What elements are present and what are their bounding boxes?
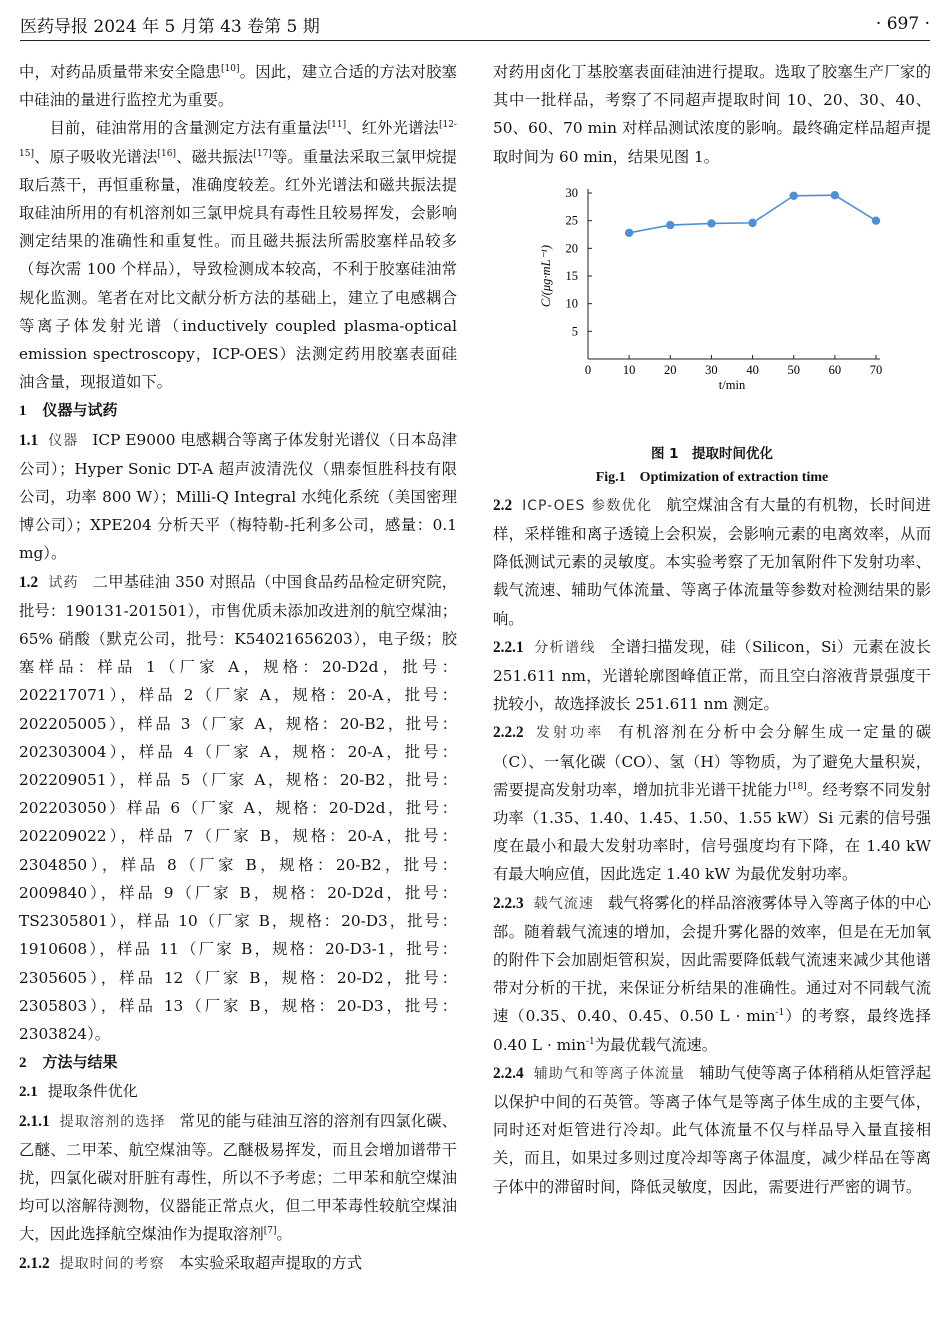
y-axis-label: C/(μg·mL⁻¹) [539, 244, 553, 307]
citation: [10] [220, 63, 240, 74]
paragraph: 目前，硅油常用的含量测定方法有重量法[11]、红外光谱法[12-15]、原子吸收光谱法[16]、磁共振法[17]等。重量法采取三氯甲烷提取后蒸干，再恒重称量，准确度较差。红外光谱法和磁共振法提取硅油所用的有机溶剂如三氯甲烷具有毒性且较易挥发，会影响测定结果的准确性和重复性。而且磁共振法所需胶塞样品较多（每次需 100 个样品），导致检测成本较高，不利于胶塞硅油常规化监测。笔者在对比文献分析方法的基础上，建立了电感耦合等离子体发射光谱（inductively coupled plasma-optical emission spectroscopy，ICP-OES）法测定药用胶塞表面硅油含量，现报道如下。 [19, 119, 457, 392]
paragraph: 对药用卤化丁基胶塞表面硅油进行提取。选取了胶塞生产厂家的其中一批样品，考察了不同超声提取时间 10、20、30、40、50、60、70 min 对样品测试浓度的影响。最终确定样品超声提取时间为 60 min，结果见图 1。 [493, 63, 931, 166]
paragraph: 中，对药品质量带来安全隐患[10]。因此，建立合适的方法对胶塞中硅油的量进行监控尤为重要。 [19, 63, 457, 110]
subsection-2-1-1: 2.1.1 提取溶剂的选择 常见的能与硅油互溶的溶剂有四氯化碳、乙醚、二甲苯、航空煤油等。乙醚极易挥发，而且会增加谱带干扰，四氯化碳对肝脏有毒性，所以不予考虑；二甲苯和航空煤油均可以溶解待测物，仪器能正常点火，但二甲苯毒性较航空煤油大，因此选择航空煤油作为提取溶剂[7]。 [19, 1111, 457, 1244]
subsection-2-2-1: 2.2.1 分析谱线 全谱扫描发现，硅（Silicon，Si）元素在波长 251.611 nm，光谱轮廓图峰值正常，而且空白溶液背景强度干扰较小，故选择波长 251.611 nm 测定。 [493, 637, 931, 714]
page-number: · 697 · [875, 14, 930, 34]
data-point [707, 219, 715, 227]
journal-issue: 医药导报 2024 年 5 月第 43 卷第 5 期 [20, 16, 320, 37]
figure-caption-en: Fig.1 Optimization of extraction time [595, 470, 829, 486]
citation: [12-15] [19, 120, 457, 159]
section-heading: 1 仪器与试药 [19, 401, 118, 420]
x-tick-label: 60 [828, 362, 842, 377]
data-point [748, 218, 756, 226]
citation: [11] [327, 120, 347, 131]
x-tick-label: 70 [869, 362, 883, 377]
subsection-2-1-2: 2.1.2 提取时间的考察 本实验采取超声提取的方式 [19, 1253, 363, 1272]
y-tick-label: 10 [565, 296, 578, 311]
series-line [629, 195, 876, 233]
x-tick-label: 10 [622, 362, 636, 377]
y-tick-label: 15 [565, 268, 578, 283]
x-tick-label: 40 [746, 362, 759, 377]
subsection-2-2: 2.2 ICP-OES 参数优化 航空煤油含有大量的有机物，长时间进样，采样锥和离子透镜上会积炭，会影响元素的电离效率，从而降低测试元素的灵敏度。本实验考察了无加氧附件下发射功率、载气流速、辅助气体流量、等离子体流量等参数对检测结果的影响。 [493, 495, 931, 628]
y-tick-label: 5 [571, 324, 578, 339]
subsection-heading: 2.1 提取条件优化 [19, 1082, 138, 1101]
data-point [872, 216, 880, 224]
running-header [20, 10, 930, 38]
header-rule [20, 40, 930, 41]
figure-1 [493, 171, 931, 491]
data-point [790, 191, 798, 199]
x-tick-label: 50 [787, 362, 800, 377]
x-tick-label: 20 [664, 362, 677, 377]
x-tick-label: 0 [584, 362, 592, 377]
right-column [493, 58, 931, 1201]
citation: [17] [253, 148, 272, 159]
y-tick-label: 30 [565, 185, 578, 200]
data-point [831, 191, 839, 199]
subsection-1-2: 1.2 试药 二甲基硅油 350 对照品（中国食品药品检定研究院，批号：190131-201501），市售优质未添加改进剂的航空煤油；65% 硝酸（默克公司，批号：K54021656203），电子级；胶塞样品：样品 1（厂家 A，规格：20-D2d，批号：202217071），样品 2（厂家 A，规格：20-A，批号：202205005），样品 3（厂家 A，规格：20-B2，批号：202303004），样品 4（厂家 A，规格：20-A，批号：202209051），样品 5（厂家 A，规格：20-B2，批号：202203050）样品 6（厂家 A，规格：20-D2d，批号：202209022），样品 7（厂家 B，规格：20-A，批号：2304850），样品 8（厂家 B，规格：20-B2，批号：2009840），样品 9（厂家 B，规格：20-D2d，批号：TS2305801），样品 10（厂家 B，规格：20-D3，批号：1910608），样品 11（厂家 B，规格：20-D3-1，批号：2305605），样品 12（厂家 B，规格：20-D2，批号：2305803），样品 13（厂家 B，规格：20-D3，批号：2303824）。 [19, 572, 457, 1043]
left-column [19, 58, 457, 1278]
extraction-time-chart [493, 171, 931, 433]
x-axis-label: t/min [718, 377, 746, 392]
data-point [666, 221, 674, 229]
y-tick-label: 20 [565, 241, 578, 256]
figure-caption-cn: 图 1 提取时间优化 [650, 446, 774, 463]
section-heading: 2 方法与结果 [19, 1053, 118, 1072]
subsection-2-2-2: 2.2.2 发射功率 有机溶剂在分析中会分解生成一定量的碳（C）、一氧化碳（CO）、氢（H）等物质，为了避免大量积炭，需要提高发射功率，增加抗非光谱干扰能力[18]。经考察不同发射功率（1.35、1.40、1.45、1.50、1.55 kW）Si 元素的信号强度在最小和最大发射功率时，信号强度均有下降，在 1.40 kW 有最大响应值，因此选定 1.40 kW 为最优发射功率。 [493, 723, 931, 884]
citation: [16] [157, 148, 177, 159]
subsection-2-2-3: 2.2.3 载气流速 载气将雾化的样品溶液雾体导入等离子体的中心部。随着载气流速的增加，会提升雾化器的效率，但是在无加氧的附件下会加剧炬管积炭，因此需要降低载气流速来减少其他谱带对分析的干扰，来保证分析结果的准确性。通过对不同载气流速（0.35、0.40、0.45、0.50 $L \cdot \min^{-1}$）的考察，最终选择 0.40 $L \cdot \min^{-1}$为最优载气流速。 [493, 893, 931, 1054]
y-tick-label: 25 [565, 213, 578, 228]
subsection-1-1: 1.1 仪器 ICP E9000 电感耦合等离子体发射光谱仪（日本岛津公司）；Hyper Sonic DT-A 超声波清洗仪（鼎泰恒胜科技有限公司，功率 800 W）；Milli-Q Integral 水纯化系统（美国密理博公司）；XPE204 分析天平（梅特勒-托利多公司，感量：0.1 mg）。 [19, 430, 457, 563]
subsection-2-2-4: 2.2.4 辅助气和等离子体流量 辅助气使等离子体稍稍从炬管浮起以保护中间的石英管。等离子体气是等离子体生成的主要气体，同时还对炬管进行冷却。此气体流量不仅与样品导入量直接相关，而且，如果过多则过度冷却等离子体温度，减少样品在等离子体中的滞留时间，降低灵敏度，因此，需要进行严密的调节。 [493, 1063, 931, 1196]
citation: [18] [788, 781, 807, 792]
citation: [7] [263, 1226, 277, 1237]
data-point [625, 228, 633, 236]
x-tick-label: 30 [705, 362, 718, 377]
